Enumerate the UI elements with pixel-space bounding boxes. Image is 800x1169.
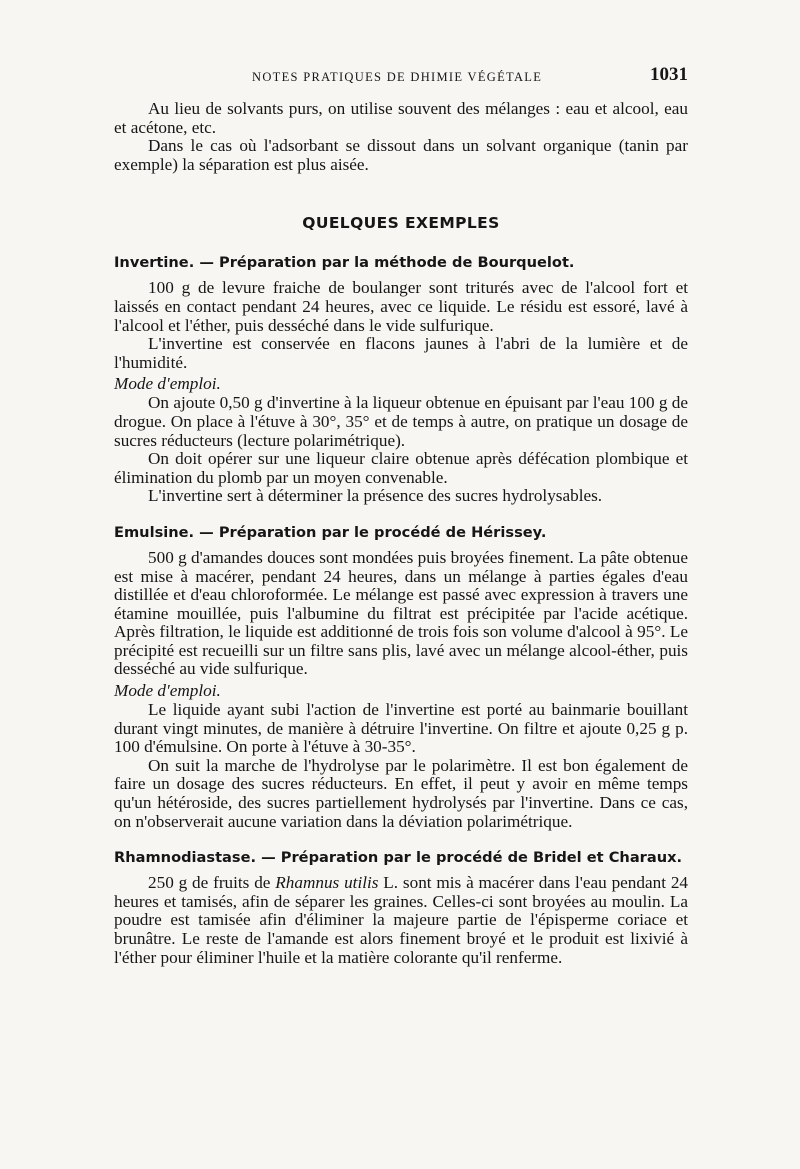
paragraph: Le liquide ayant subi l'action de l'invertine est porté au bainmarie bouillant durant vingt minutes, de manière à détruire l'invertine. On filtre et ajoute 0,25 g p. 100 d'émulsine. On porte à l'étuve à 30-35°. (114, 700, 688, 757)
text-run: L. sont mis à macérer dans l'eau pendant 24 heures et tamisés, afin de séparer les graines. Celles-ci sont broyées au moulin. La poudre est tamisée afin d'éliminer la majeure partie de l'épisperme coriace et brunâtre. Le reste de l'amande est alors finement broyé et le produit est lixivié à l'éther pour éliminer l'huile et la matière colorante qu'il renferme. (114, 873, 689, 967)
running-header (114, 64, 688, 94)
sub-heading: Invertine. — Préparation par la méthode de Bourquelot. (114, 254, 575, 272)
text-run: 250 g de fruits de (148, 873, 276, 893)
page-number: 1031 (650, 64, 688, 85)
intro-section (114, 100, 688, 174)
paragraph: L'invertine est conservée en flacons jaunes à l'abri de la lumière et de l'humidité. (114, 334, 688, 372)
paragraph: 100 g de levure fraiche de boulanger sont triturés avec de l'alcool fort et laissés en contact pendant 24 heures, avec ce liquide. Le résidu est essoré, lavé à l'alcool et l'éther, puis desséché dans le vide sulfurique. (114, 278, 688, 335)
sub-heading: Emulsine. — Préparation par le procédé de Hérissey. (114, 523, 547, 541)
rhamnodiastase-section (114, 849, 688, 967)
paragraph: L'invertine sert à déterminer la présence des sucres hydrolysables. (148, 486, 603, 506)
mode-label: Mode d'emploi. (114, 374, 221, 394)
section-title: QUELQUES EXEMPLES (302, 214, 500, 233)
sub-heading: Rhamnodiastase. — Préparation par le procédé de Bridel et Charaux. (114, 849, 683, 867)
paragraph: On suit la marche de l'hydrolyse par le polarimètre. Il est bon également de faire un dosage des sucres réducteurs. En effet, il peut y avoir en même temps qu'un hétéroside, des sucres partiellement hydrolysés par l'invertine. Dans ce cas, on n'observerait aucune variation dans la déviation polarimétrique. (114, 755, 688, 831)
species-name: Rhamnus utilis (275, 873, 379, 893)
paragraph: 500 g d'amandes douces sont mondées puis broyées finement. La pâte obtenue est mise à macérer, pendant 24 heures, dans un mélange à parties égales d'eau distillée et d'eau chloroformée. Le mélange est passé avec expression à travers une étamine mouillée, puis l'albumine du filtrat est précipitée par l'acide acétique. Après filtration, le liquide est additionné de trois fois son volume d'alcool à 95°. Le précipité est recueilli sur un filtre sans plis, lavé avec un mélange alcool-éther, puis desséché au vide sulfurique. (114, 547, 688, 679)
paragraph: On doit opérer sur une liqueur claire obtenue après défécation plombique et élimination du plomb par un moyen convenable. (114, 449, 688, 487)
emulsine-section (114, 524, 688, 831)
paragraph: On ajoute 0,50 g d'invertine à la liqueur obtenue en épuisant par l'eau 100 g de drogue. On place à l'étuve à 30°, 35° et de temps à autre, on pratique un dosage de sucres réducteurs (lecture polarimétrique). (114, 393, 688, 450)
paragraph: Dans le cas où l'adsorbant se dissout dans un solvant organique (tanin par exemple) la séparation est plus aisée. (114, 136, 688, 174)
invertine-section (114, 254, 688, 506)
running-title: NOTES PRATIQUES DE DHIMIE VÉGÉTALE (252, 70, 543, 84)
paragraph (114, 874, 688, 967)
paragraph: Au lieu de solvants purs, on utilise souvent des mélanges : eau et alcool, eau et acétone, etc. (114, 99, 688, 137)
mode-label: Mode d'emploi. (114, 681, 221, 701)
